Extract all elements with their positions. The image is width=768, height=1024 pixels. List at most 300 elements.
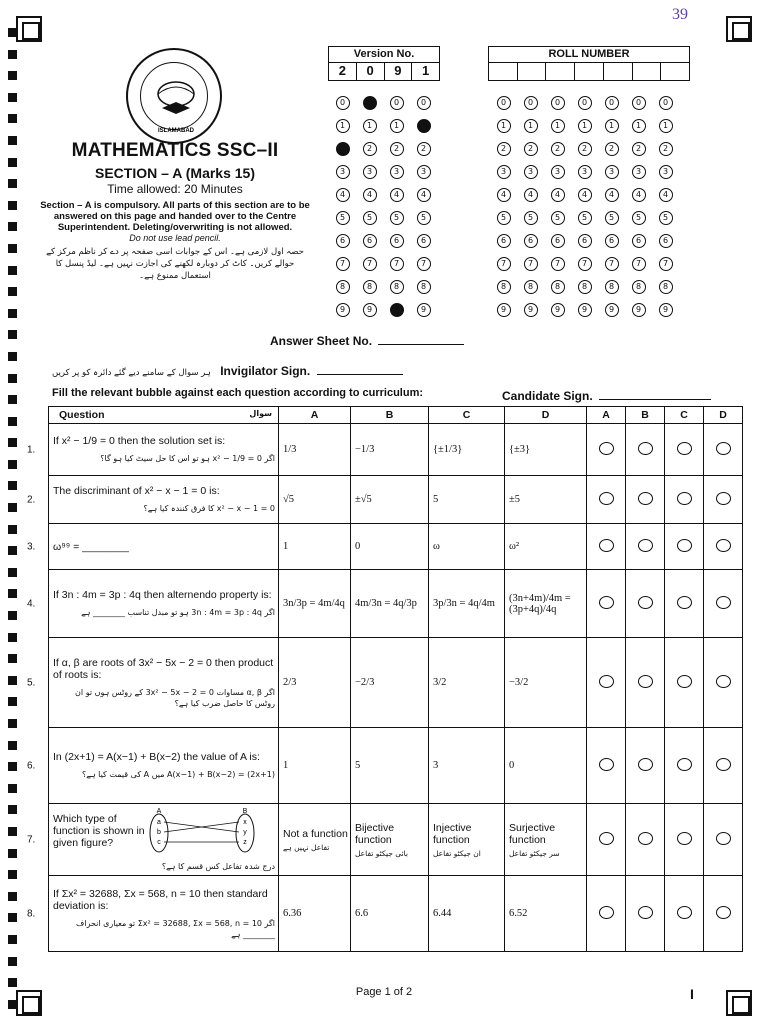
bubble-column [625, 96, 652, 326]
digit-bubble[interactable]: 6 [524, 234, 538, 248]
digit-bubble[interactable]: 5 [632, 211, 646, 225]
timing-mark [8, 784, 17, 793]
answer-bubble-cell-b [626, 570, 665, 638]
option-a [279, 638, 351, 728]
digit-bubble[interactable]: 8 [578, 280, 592, 294]
answer-bubble-cell-c [665, 728, 704, 804]
answer-bubble-cell-c [665, 804, 704, 876]
option-d [505, 876, 587, 952]
digit-bubble[interactable]: 3 [363, 165, 377, 179]
question-table [27, 406, 743, 952]
digit-bubble[interactable]: 7 [336, 257, 350, 271]
digit-bubble[interactable]: 9 [524, 303, 538, 317]
invigilator-urdu: ہر سوال کے سامنے دیے گئے دائرہ کو پر کریں [52, 368, 211, 378]
digit-bubble[interactable]: 2 [605, 142, 619, 156]
svg-text:b: b [157, 829, 161, 836]
question-urdu: اگر x² − 1/9 = 0 ہو تو اس کا حل سیٹ کیا ہو گا؟ [100, 454, 275, 463]
exam-title: MATHEMATICS SSC–II [71, 140, 279, 161]
option-b [351, 804, 429, 876]
digit-bubble[interactable]: 2 [551, 142, 565, 156]
exam-header [40, 140, 310, 282]
option-text: 1/3 [283, 444, 297, 455]
digit-bubble[interactable]: 3 [524, 165, 538, 179]
digit-bubble[interactable]: 7 [551, 257, 565, 271]
roll-cell[interactable] [489, 63, 518, 80]
answer-bubble[interactable] [677, 675, 692, 688]
digit-bubble[interactable]: 6 [363, 234, 377, 248]
digit-bubble[interactable]: 6 [497, 234, 511, 248]
digit-bubble[interactable]: 9 [632, 303, 646, 317]
digit-bubble[interactable]: 8 [363, 280, 377, 294]
svg-text:x: x [243, 819, 247, 826]
digit-bubble[interactable]: 6 [632, 234, 646, 248]
answer-sheet-label: Answer Sheet No. [270, 334, 373, 348]
timing-mark [8, 222, 17, 231]
digit-bubble[interactable]: 4 [605, 188, 619, 202]
digit-bubble[interactable]: 2 [659, 142, 673, 156]
answer-bubble[interactable] [677, 906, 692, 919]
fill-instruction: Fill the relevant bubble against each question according to curriculum: [52, 387, 424, 399]
registration-mark-top-right [726, 16, 752, 42]
option-d-header: D [505, 407, 587, 424]
digit-bubble[interactable]: 1 [336, 119, 350, 133]
answer-bubble[interactable] [599, 832, 614, 845]
option-text: ±√5 [355, 494, 372, 505]
option-a [279, 728, 351, 804]
digit-bubble[interactable]: 3 [578, 165, 592, 179]
option-a [279, 876, 351, 952]
timing-mark [8, 395, 17, 404]
digit-bubble[interactable]: 8 [336, 280, 350, 294]
answer-bubble[interactable] [638, 832, 653, 845]
timing-mark [8, 417, 17, 426]
digit-bubble[interactable]: 4 [363, 188, 377, 202]
roll-cell[interactable] [575, 63, 604, 80]
timing-mark [8, 93, 17, 102]
digit-bubble[interactable]: 6 [417, 234, 431, 248]
answer-bubble-cell-d [704, 424, 743, 476]
digit-bubble[interactable]: 5 [497, 211, 511, 225]
question-number: 2. [27, 494, 36, 505]
digit-bubble[interactable]: 1 [417, 119, 431, 133]
timing-mark [8, 805, 17, 814]
option-text: 6.44 [433, 908, 452, 919]
digit-bubble[interactable]: 0 [390, 96, 404, 110]
digit-bubble[interactable]: 4 [659, 188, 673, 202]
answer-bubble[interactable] [599, 596, 614, 609]
answer-bubble[interactable] [638, 675, 653, 688]
bubble-column [356, 96, 383, 326]
question-urdu: درج شدہ تفاعل کس قسم کا ہے؟ [161, 862, 275, 871]
answer-bubble[interactable] [716, 492, 731, 505]
roll-cell[interactable] [518, 63, 547, 80]
digit-bubble[interactable]: 7 [578, 257, 592, 271]
question-cell [27, 876, 279, 952]
timing-mark [8, 28, 17, 37]
candidate-sign-field[interactable] [599, 399, 711, 400]
mapping-diagram [145, 807, 261, 855]
option-b [351, 876, 429, 952]
timing-mark [8, 114, 17, 123]
digit-bubble[interactable]: 5 [363, 211, 377, 225]
digit-bubble[interactable]: 6 [336, 234, 350, 248]
timing-mark [8, 676, 17, 685]
digit-bubble[interactable]: 1 [524, 119, 538, 133]
digit-bubble[interactable]: 7 [524, 257, 538, 271]
digit-bubble[interactable]: 3 [659, 165, 673, 179]
timing-mark [8, 266, 17, 275]
digit-bubble[interactable]: 8 [632, 280, 646, 294]
option-text: ±5 [509, 494, 521, 505]
answer-bubble-cell-d [704, 524, 743, 570]
digit-bubble[interactable]: 3 [336, 165, 350, 179]
option-text: −3/2 [509, 677, 529, 688]
instructions-note: Section – A is compulsory. All parts of this section are to be answered on this page and handed over to the Centre Superintendent. Deleting/overwriting is not allowed. [40, 200, 310, 233]
digit-bubble[interactable]: 3 [605, 165, 619, 179]
timing-mark [8, 136, 17, 145]
timing-mark [8, 179, 17, 188]
digit-bubble[interactable]: 1 [578, 119, 592, 133]
timing-mark [8, 546, 17, 555]
digit-bubble[interactable]: 2 [632, 142, 646, 156]
footer-mark: I [690, 986, 694, 1002]
question-number: 8. [27, 908, 36, 919]
digit-bubble[interactable]: 8 [497, 280, 511, 294]
time-allowed: Time allowed: 20 Minutes [107, 182, 243, 196]
option-d [505, 476, 587, 524]
timing-mark [8, 719, 17, 728]
question-text: If Σx² = 32688, Σx = 568, n = 10 then standard deviation is: [53, 887, 268, 912]
question-row [49, 638, 743, 728]
option-c-header: C [429, 407, 505, 424]
question-row [49, 524, 743, 570]
digit-bubble[interactable]: 6 [578, 234, 592, 248]
digit-bubble[interactable]: 3 [417, 165, 431, 179]
question-text: The discriminant of x² − x − 1 = 0 is: [53, 485, 220, 497]
question-cell [27, 570, 279, 638]
candidate-sign [502, 389, 711, 403]
timing-mark [8, 330, 17, 339]
digit-bubble[interactable]: 8 [390, 280, 404, 294]
digit-bubble[interactable]: 9 [497, 303, 511, 317]
bubble-a-header: A [587, 407, 626, 424]
digit-bubble[interactable]: 5 [524, 211, 538, 225]
answer-bubble-cell-d [704, 876, 743, 952]
timing-mark [8, 158, 17, 167]
question-urdu: اگر Σx² = 32688, Σx = 568, n = 10 تو معیاری انحراف ________ ہے [76, 918, 275, 939]
answer-bubble-cell-d [704, 570, 743, 638]
digit-bubble[interactable]: 7 [659, 257, 673, 271]
question-cell [27, 728, 279, 804]
answer-bubble-cell-c [665, 876, 704, 952]
question-cell [27, 804, 279, 876]
digit-bubble[interactable]: 0 [524, 96, 538, 110]
timing-mark [8, 654, 17, 663]
timing-mark [8, 460, 17, 469]
bubble-d-header: D [704, 407, 743, 424]
answer-bubble-cell-d [704, 638, 743, 728]
option-text: 1 [283, 760, 289, 771]
answer-bubble-cell-a [587, 876, 626, 952]
digit-bubble[interactable]: 5 [551, 211, 565, 225]
answer-bubble[interactable] [599, 442, 614, 455]
svg-text:a: a [157, 819, 161, 826]
bubble-column [598, 96, 625, 326]
digit-bubble[interactable]: 6 [605, 234, 619, 248]
answer-bubble-cell-b [626, 728, 665, 804]
version-digit: 9 [385, 63, 413, 80]
answer-bubble[interactable] [716, 832, 731, 845]
digit-bubble[interactable]: 7 [632, 257, 646, 271]
digit-bubble[interactable]: 2 [497, 142, 511, 156]
lead-pencil-note: Do not use lead pencil. [129, 233, 221, 243]
option-text: 4m/3n = 4q/3p [355, 598, 417, 609]
digit-bubble[interactable]: 7 [605, 257, 619, 271]
digit-bubble[interactable]: 4 [632, 188, 646, 202]
timing-mark [8, 827, 17, 836]
bubble-column [517, 96, 544, 326]
answer-bubble-cell-a [587, 424, 626, 476]
answer-bubble[interactable] [599, 675, 614, 688]
answer-sheet-field[interactable] [378, 344, 464, 345]
digit-bubble[interactable]: 0 [605, 96, 619, 110]
bubble-column [410, 96, 437, 326]
digit-bubble[interactable]: 9 [659, 303, 673, 317]
option-text: {±1/3} [433, 444, 463, 455]
digit-bubble[interactable]: 0 [417, 96, 431, 110]
digit-bubble[interactable]: 0 [336, 96, 350, 110]
answer-bubble-cell-c [665, 638, 704, 728]
timing-mark [8, 438, 17, 447]
digit-bubble[interactable]: 9 [551, 303, 565, 317]
digit-bubble[interactable]: 8 [551, 280, 565, 294]
digit-bubble[interactable]: 2 [524, 142, 538, 156]
digit-bubble[interactable]: 9 [390, 303, 404, 317]
digit-bubble[interactable]: 1 [497, 119, 511, 133]
option-text: 5 [355, 760, 361, 771]
question-urdu: اگر α, β مساوات 3x² − 5x − 2 = 0 کے روٹس ہوں تو ان روٹس کا حاصل ضرب کیا ہے؟ [75, 687, 275, 708]
question-row [49, 476, 743, 524]
answer-bubble-cell-c [665, 476, 704, 524]
digit-bubble[interactable]: 5 [578, 211, 592, 225]
option-text: 2/3 [283, 677, 297, 688]
digit-bubble[interactable]: 8 [605, 280, 619, 294]
answer-bubble[interactable] [599, 906, 614, 919]
digit-bubble[interactable]: 2 [363, 142, 377, 156]
invigilator-sign-field[interactable] [317, 374, 403, 375]
answer-bubble[interactable] [638, 596, 653, 609]
digit-bubble[interactable]: 4 [578, 188, 592, 202]
answer-bubble[interactable] [677, 492, 692, 505]
digit-bubble[interactable]: 9 [336, 303, 350, 317]
digit-bubble[interactable]: 4 [417, 188, 431, 202]
digit-bubble[interactable]: 3 [390, 165, 404, 179]
digit-bubble[interactable]: 1 [551, 119, 565, 133]
option-c [429, 476, 505, 524]
digit-bubble[interactable]: 0 [363, 96, 377, 110]
version-digit: 0 [357, 63, 385, 80]
answer-bubble[interactable] [638, 492, 653, 505]
question-urdu: x² − x − 1 = 0 کا فرق کنندہ کیا ہے؟ [143, 504, 275, 513]
roll-cells [488, 63, 690, 81]
digit-bubble[interactable]: 9 [605, 303, 619, 317]
digit-bubble[interactable]: 4 [336, 188, 350, 202]
question-row [49, 728, 743, 804]
answer-bubble[interactable] [677, 539, 692, 552]
digit-bubble[interactable]: 9 [417, 303, 431, 317]
option-text: 5 [433, 494, 439, 505]
digit-bubble[interactable]: 3 [632, 165, 646, 179]
answer-bubble-cell-b [626, 804, 665, 876]
option-d [505, 570, 587, 638]
option-b [351, 424, 429, 476]
digit-bubble[interactable]: 7 [417, 257, 431, 271]
bubble-column [571, 96, 598, 326]
digit-bubble[interactable]: 7 [363, 257, 377, 271]
roll-cell[interactable] [633, 63, 662, 80]
invigilator-row [52, 364, 403, 378]
timing-mark [8, 71, 17, 80]
digit-bubble[interactable]: 1 [363, 119, 377, 133]
option-c [429, 424, 505, 476]
digit-bubble[interactable]: 4 [551, 188, 565, 202]
question-cell [27, 476, 279, 524]
question-text: If 3n : 4m = 3p : 4q then alternendo property is: [53, 589, 272, 601]
svg-text:y: y [243, 829, 247, 836]
digit-bubble[interactable]: 5 [605, 211, 619, 225]
option-c [429, 524, 505, 570]
digit-bubble[interactable]: 7 [390, 257, 404, 271]
digit-bubble[interactable]: 6 [659, 234, 673, 248]
digit-bubble[interactable]: 5 [390, 211, 404, 225]
answer-bubble[interactable] [677, 758, 692, 771]
digit-bubble[interactable]: 0 [497, 96, 511, 110]
svg-text:z: z [243, 839, 247, 846]
digit-bubble[interactable]: 2 [336, 142, 350, 156]
option-d [505, 728, 587, 804]
answer-bubble-cell-d [704, 804, 743, 876]
version-digit: 2 [329, 63, 357, 80]
digit-bubble[interactable]: 2 [417, 142, 431, 156]
digit-bubble[interactable]: 4 [390, 188, 404, 202]
answer-bubble[interactable] [677, 442, 692, 455]
digit-bubble[interactable]: 4 [524, 188, 538, 202]
timing-mark [8, 849, 17, 858]
timing-mark [8, 352, 17, 361]
answer-bubble[interactable] [716, 596, 731, 609]
digit-bubble[interactable]: 5 [336, 211, 350, 225]
option-text: 3/2 [433, 677, 447, 688]
answer-bubble[interactable] [638, 758, 653, 771]
digit-bubble[interactable]: 8 [659, 280, 673, 294]
answer-bubble[interactable] [638, 442, 653, 455]
digit-bubble[interactable]: 2 [578, 142, 592, 156]
digit-bubble[interactable]: 4 [497, 188, 511, 202]
answer-bubble-cell-b [626, 476, 665, 524]
version-number-box [328, 46, 440, 81]
digit-bubble[interactable]: 3 [551, 165, 565, 179]
digit-bubble[interactable]: 7 [497, 257, 511, 271]
timing-mark [8, 697, 17, 706]
option-text: Bijective function [355, 821, 395, 846]
digit-bubble[interactable]: 2 [390, 142, 404, 156]
answer-bubble[interactable] [716, 539, 731, 552]
digit-bubble[interactable]: 8 [524, 280, 538, 294]
instructions-urdu: حصہ اول لازمی ہے۔ اس کے جوابات اسی صفحہ پر دے کر ناظم مرکز کے حوالے کریں۔ کاٹ کر دوبارہ لکھنے کی اجازت نہیں ہے۔ لیڈ پنسل کا استعمال ممنوع ہے۔ [46, 247, 304, 281]
digit-bubble[interactable]: 1 [390, 119, 404, 133]
answer-bubble-cell-a [587, 728, 626, 804]
digit-bubble[interactable]: 6 [390, 234, 404, 248]
option-text: Surjective function [509, 821, 556, 846]
roll-bubble-grid [490, 96, 679, 326]
invigilator-label: Invigilator Sign. [220, 364, 311, 378]
answer-bubble[interactable] [716, 442, 731, 455]
question-number: 5. [27, 677, 36, 688]
digit-bubble[interactable]: 0 [551, 96, 565, 110]
digit-bubble[interactable]: 0 [578, 96, 592, 110]
answer-bubble[interactable] [599, 758, 614, 771]
answer-bubble[interactable] [599, 492, 614, 505]
roll-cell[interactable] [604, 63, 633, 80]
digit-bubble[interactable]: 1 [632, 119, 646, 133]
digit-bubble[interactable]: 0 [659, 96, 673, 110]
answer-bubble[interactable] [716, 758, 731, 771]
question-text: ω⁹⁹ = ________ [53, 540, 129, 553]
answer-bubble[interactable] [677, 832, 692, 845]
board-seal-logo [126, 48, 222, 144]
option-text: Injective function [433, 821, 472, 846]
option-text: 0 [355, 541, 361, 552]
timing-mark [8, 611, 17, 620]
option-b-header: B [351, 407, 429, 424]
timing-mark [8, 481, 17, 490]
option-a [279, 570, 351, 638]
answer-bubble-cell-b [626, 424, 665, 476]
option-text: Not a function [283, 827, 348, 840]
timing-mark [8, 287, 17, 296]
question-urdu: (2x+1) = A(x−1) + B(x−2) میں A کی قیمت کیا ہے؟ [82, 770, 275, 779]
option-urdu: تفاعل نہیں ہے [283, 842, 330, 852]
option-text: 6.36 [283, 908, 302, 919]
answer-bubble[interactable] [677, 596, 692, 609]
roll-cell[interactable] [661, 63, 689, 80]
digit-bubble[interactable]: 9 [363, 303, 377, 317]
answer-bubble[interactable] [638, 539, 653, 552]
roll-cell[interactable] [546, 63, 575, 80]
digit-bubble[interactable]: 9 [578, 303, 592, 317]
digit-bubble[interactable]: 3 [497, 165, 511, 179]
digit-bubble[interactable]: 1 [659, 119, 673, 133]
option-urdu: ان جیکٹو تفاعل [433, 848, 481, 858]
question-row [49, 804, 743, 876]
digit-bubble[interactable]: 1 [605, 119, 619, 133]
answer-bubble[interactable] [716, 906, 731, 919]
timing-mark [8, 741, 17, 750]
digit-bubble[interactable]: 5 [417, 211, 431, 225]
version-label: Version No. [328, 46, 440, 63]
digit-bubble[interactable]: 5 [659, 211, 673, 225]
option-b [351, 524, 429, 570]
option-text: ω [433, 541, 440, 552]
answer-bubble[interactable] [716, 675, 731, 688]
digit-bubble[interactable]: 0 [632, 96, 646, 110]
answer-bubble[interactable] [638, 906, 653, 919]
answer-bubble[interactable] [599, 539, 614, 552]
digit-bubble[interactable]: 8 [417, 280, 431, 294]
digit-bubble[interactable]: 6 [551, 234, 565, 248]
answer-bubble-cell-d [704, 476, 743, 524]
timing-mark [8, 589, 17, 598]
